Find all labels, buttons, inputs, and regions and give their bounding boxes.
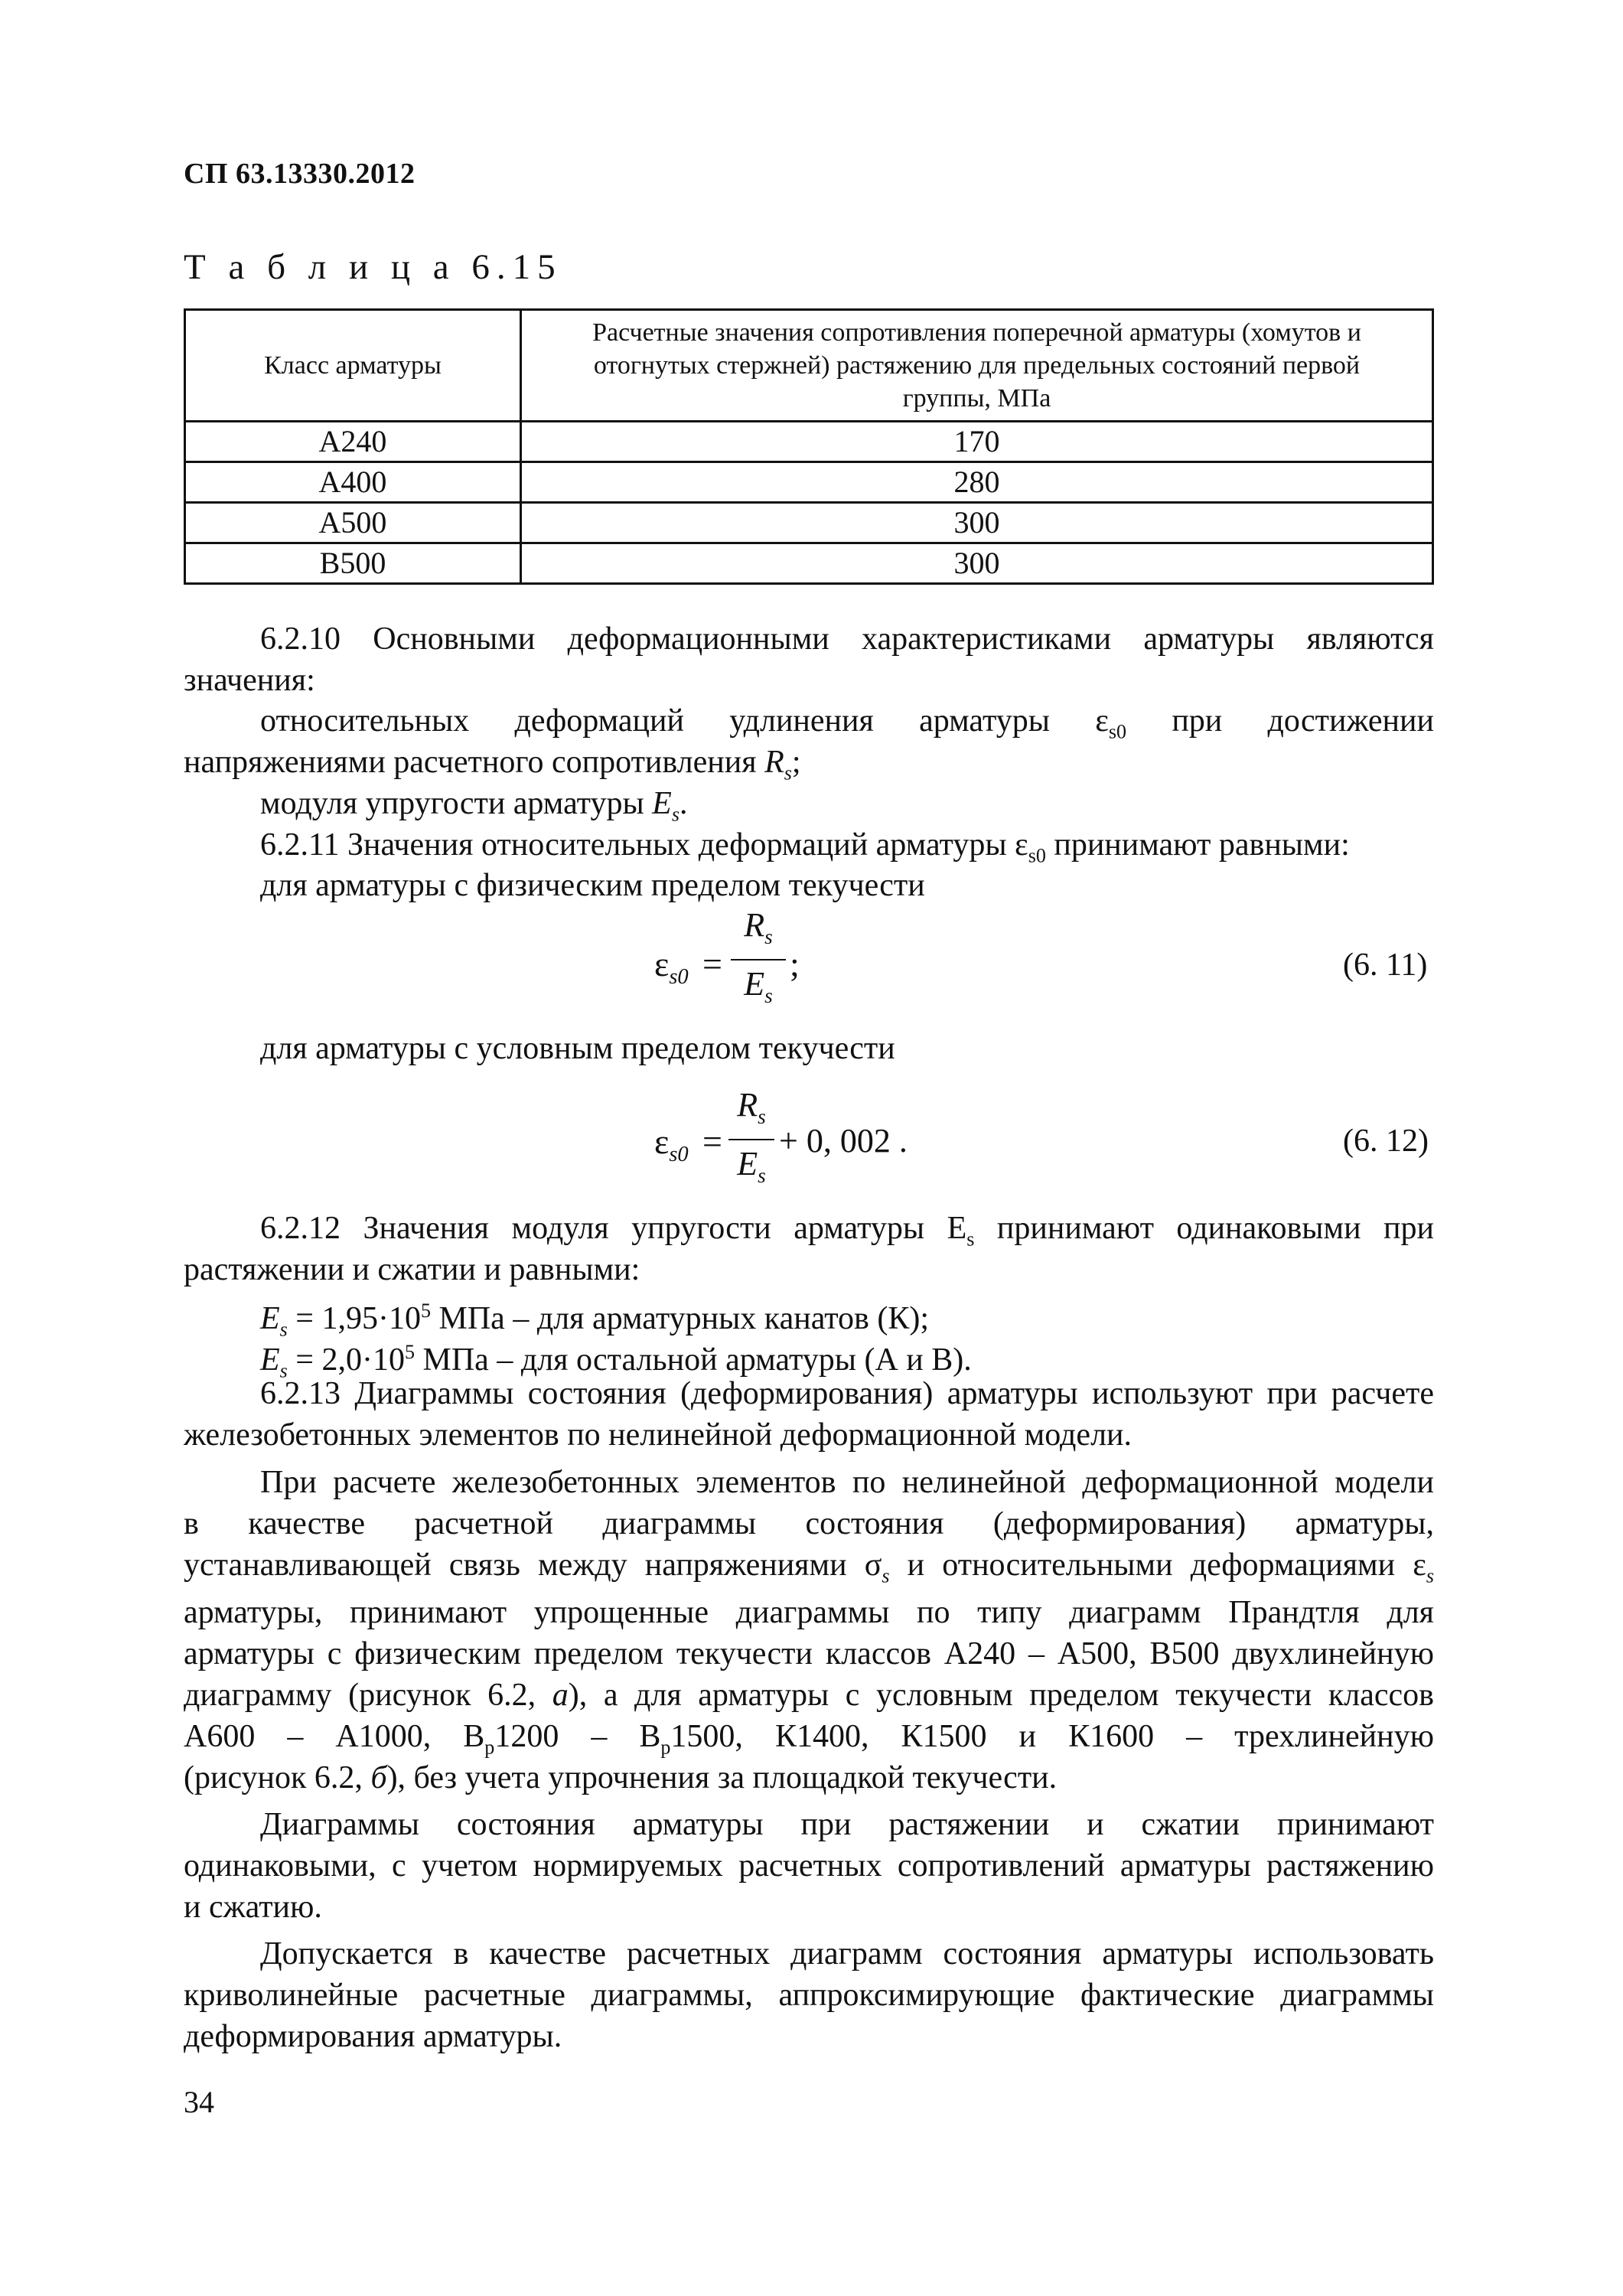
formula-denominator: $E_s$ — [744, 965, 773, 1007]
paragraph-6-2-11: 6.2.11 Значения относительных деформаций арматуры $\varepsilon_{s0}$ принимают равными: — [260, 827, 1350, 867]
formula-tail: ; — [790, 944, 800, 983]
table-row — [185, 422, 1433, 462]
paragraph-calc-line: диаграмму (рисунок 6.2, а), а для арматуры с условным пределом текучести классов — [184, 1678, 1434, 1713]
paragraph-6-2-12-cont: растяжении и сжатии и равными: — [184, 1252, 640, 1287]
formula-denominator: $E_s$ — [737, 1145, 766, 1187]
formula-lhs: $\varepsilon_{s0}$ — [654, 1122, 689, 1167]
table-cell: А240 — [185, 422, 521, 462]
paragraph-calc-line: в качестве расчетной диаграммы состояния (деформирования) арматуры, — [184, 1506, 1434, 1541]
table-cell: А400 — [185, 462, 521, 503]
formula-lhs: $\varepsilon_{s0}$ — [654, 944, 689, 990]
table-row — [185, 543, 1433, 584]
paragraph-diagrams: Диаграммы состояния арматуры при растяжении и сжатии принимают — [260, 1807, 1434, 1842]
paragraph-6-2-11-cont: для арматуры с физическим пределом текучести — [260, 868, 925, 903]
paragraph-allowance-cont: деформирования арматуры. — [184, 2019, 562, 2054]
paragraph-6-2-12: 6.2.12 Значения модуля упругости арматуры $E_s$ принимают одинаковыми при — [260, 1211, 1434, 1251]
formula-equals: = — [702, 944, 722, 983]
paragraph-conditional-yield: для арматуры с условным пределом текучести — [260, 1031, 895, 1066]
paragraph-calc-line: (рисунок 6.2, б), без учета упрочнения за площадкой текучести. — [184, 1760, 1058, 1795]
fraction-bar — [731, 959, 786, 960]
paragraph-6-2-10: 6.2.10 Основными деформационными характеристиками арматуры являются — [260, 621, 1434, 657]
formula-numerator: $R_s$ — [744, 906, 773, 948]
table-cell: 280 — [521, 462, 1433, 503]
paragraph-calc-line: При расчете железобетонных элементов по нелинейной деформационной модели — [260, 1465, 1434, 1500]
table-header-cell: Расчетные значения сопротивления поперечной арматуры (хомутов и отогнутых стержней) растяжению для предельных состояний первой группы, МПа — [521, 310, 1433, 422]
table-header-cell: Класс арматуры — [185, 310, 521, 422]
table-cell: 300 — [521, 543, 1433, 584]
paragraph-calc-line: арматуры, принимают упрощенные диаграммы по типу диаграмм Прандтля для — [184, 1595, 1434, 1630]
document-code: СП 63.13330.2012 — [184, 158, 416, 190]
paragraph-6-2-10-cont: значения: — [184, 663, 315, 698]
table-cell: 170 — [521, 422, 1433, 462]
paragraph-calc-line: устанавливающей связь между напряжениями $\sigma_s$ и относительными деформациями $\varepsilon_s$ — [184, 1548, 1435, 1587]
paragraph-allowance-cont: криволинейные расчетные диаграммы, аппроксимирующие фактические диаграммы — [184, 1978, 1434, 2013]
paragraph-diagrams-cont: одинаковыми, с учетом нормируемых расчетных сопротивлений арматуры растяжению — [184, 1848, 1434, 1883]
formula-equals: = — [702, 1122, 722, 1161]
paragraph-6-2-13: 6.2.13 Диаграммы состояния (деформирования) арматуры используют при расчете — [260, 1376, 1434, 1411]
paragraph-diagrams-cont: и сжатию. — [184, 1890, 322, 1925]
page-number: 34 — [184, 2085, 214, 2119]
paragraph-allowance: Допускается в качестве расчетных диаграмм состояния арматуры использовать — [260, 1936, 1434, 1971]
table-row — [185, 462, 1433, 503]
paragraph-calc-line: А600 – А1000, $В_р1200 - В_р1500$, К1400, К1500 и К1600 – трехлинейную — [184, 1719, 1434, 1759]
paragraph-6-2-13-cont: железобетонных элементов по нелинейной деформационной модели. — [184, 1417, 1132, 1453]
formula-tail: + 0, 002 . — [779, 1122, 908, 1159]
paragraph-relative-strain-cont: напряжениями расчетного сопротивления $R_s$; — [184, 745, 801, 784]
reinforcement-table — [184, 308, 1434, 585]
paragraph-calc-line: арматуры с физическим пределом текучести классов А240 – А500, В500 двухлинейную — [184, 1636, 1434, 1671]
table-row — [185, 503, 1433, 543]
table-cell: В500 — [185, 543, 521, 584]
formula-number: (6. 12) — [1343, 1124, 1429, 1159]
table-cell: 300 — [521, 503, 1433, 543]
fraction-bar — [728, 1139, 774, 1140]
table-header-row — [185, 310, 1433, 422]
modulus-other: $E_s = 2,0\cdot 10^5$ МПа – для остальной арматуры (А и В). — [260, 1341, 972, 1382]
paragraph-relative-strain: относительных деформаций удлинения арматуры $\varepsilon_{s0}$ при достижении — [260, 703, 1434, 743]
table-caption: Т а б л и ц а 6.15 — [184, 247, 562, 287]
table-cell: А500 — [185, 503, 521, 543]
paragraph-modulus: модуля упругости арматуры $E_s$. — [260, 786, 688, 826]
formula-numerator: $R_s$ — [737, 1086, 766, 1128]
modulus-strands: $E_s = 1,95\cdot 10^5$ МПа – для арматурных канатов (К); — [260, 1300, 930, 1341]
formula-number: (6. 11) — [1343, 947, 1428, 983]
